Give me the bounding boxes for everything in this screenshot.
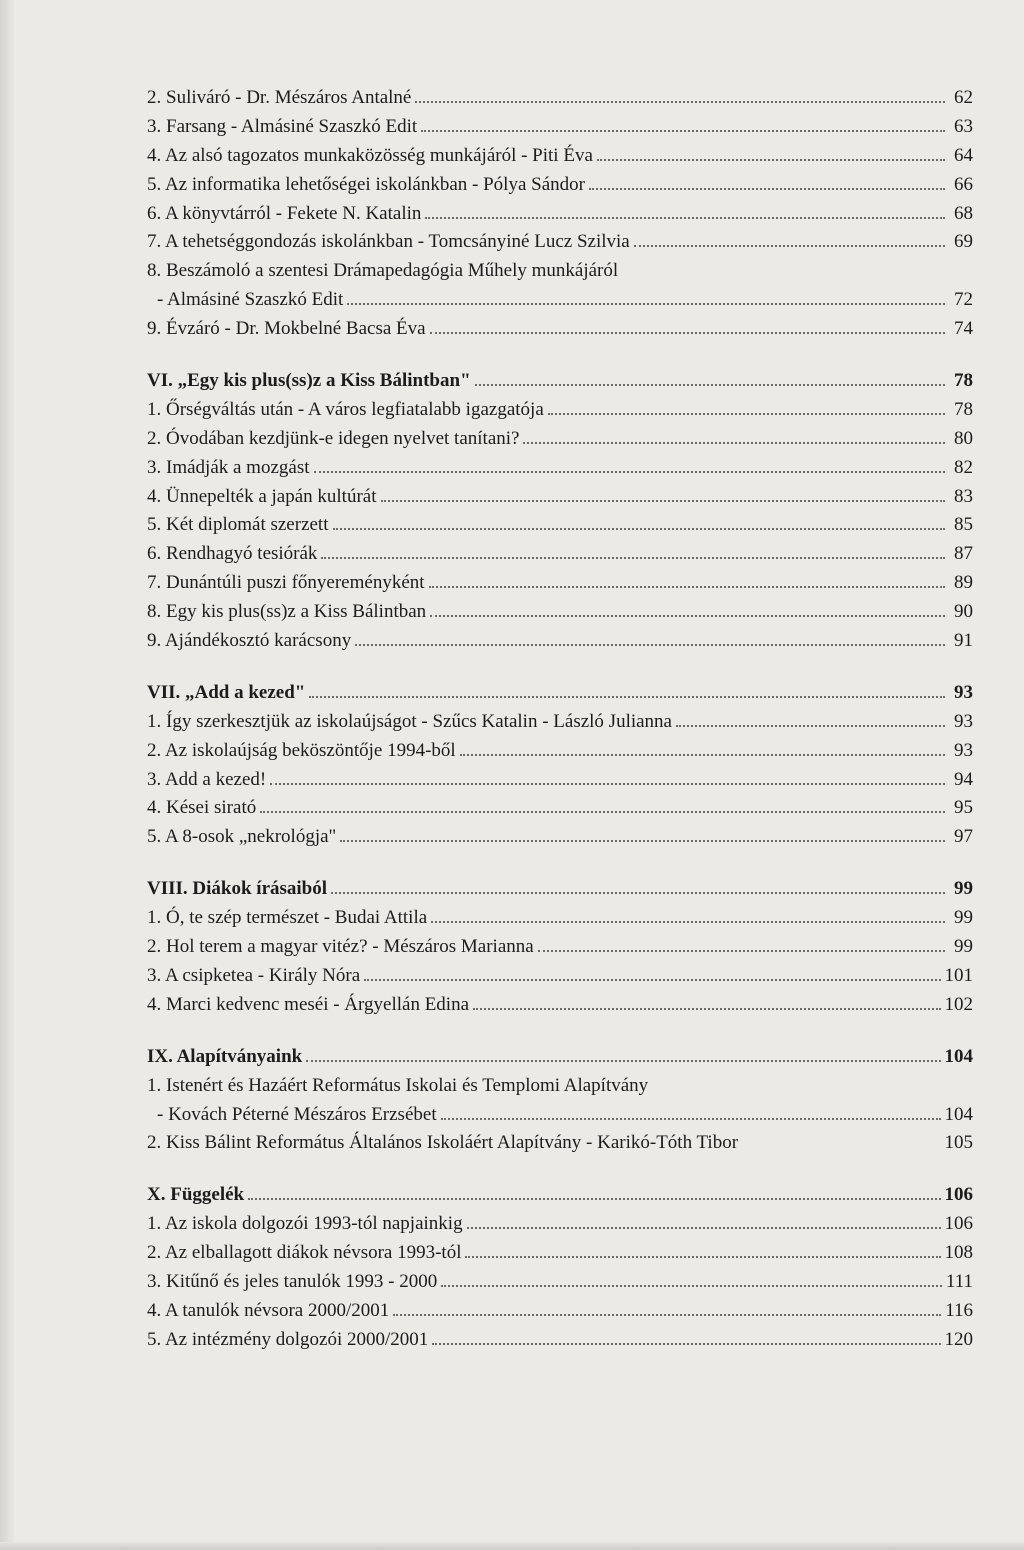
toc-entry-title: 7. Dunántúli puszi főnyereményként xyxy=(147,572,425,594)
toc-entry-title: 5. Az informatika lehetőségei iskolánkban - Pólya Sándor xyxy=(147,173,585,195)
toc-entry xyxy=(147,454,973,483)
toc-entry-page: 105 xyxy=(944,1132,973,1154)
dot-leader xyxy=(441,1280,942,1287)
dot-leader xyxy=(622,269,945,276)
toc-entry xyxy=(147,1326,973,1355)
toc-entry-title: 1. Az iskola dolgozói 1993-tól napjainkig xyxy=(147,1213,463,1235)
toc-entry xyxy=(147,766,973,795)
toc-entry-title: - Almásiné Szaszkó Edit xyxy=(157,289,344,311)
dot-leader xyxy=(742,1141,940,1148)
toc-entry-page: 94 xyxy=(954,768,973,790)
dot-leader xyxy=(321,552,945,559)
dot-leader xyxy=(421,125,945,132)
toc-entry-title: 6. Rendhagyó tesiórák xyxy=(147,543,318,565)
dot-leader xyxy=(248,1193,940,1200)
page-binding-edge xyxy=(0,0,14,1550)
toc-entry xyxy=(147,1297,973,1326)
dot-leader xyxy=(381,495,945,502)
toc-entry-title: 1. Istenért és Hazáért Református Iskolai és Templomi Alapítvány xyxy=(147,1074,649,1096)
toc-entry xyxy=(147,708,973,737)
toc-entry-title: 4. Kései sirató xyxy=(147,797,257,819)
toc-entry xyxy=(147,84,973,113)
toc-entry-title: 9. Ajándékosztó karácsony xyxy=(147,630,352,652)
toc-section-heading xyxy=(147,1043,973,1072)
toc-entry-page: 89 xyxy=(954,572,973,594)
toc-entry-page: 62 xyxy=(954,87,973,108)
toc-entry xyxy=(147,228,973,257)
toc-entry-page: 104 xyxy=(944,1045,973,1067)
toc-entry-page: 90 xyxy=(954,601,973,623)
toc-entry-title: 2. Az iskolaújság beköszöntője 1994-ből xyxy=(147,739,456,761)
toc-entry xyxy=(147,823,973,852)
toc-section-heading xyxy=(147,1181,973,1210)
toc-entry-title: 8. Beszámoló a szentesi Drámapedagógia Műhely munkájáról xyxy=(147,260,619,282)
toc-entry xyxy=(147,483,973,512)
toc-entry-page: 99 xyxy=(954,936,973,958)
toc-entry-page: 83 xyxy=(954,485,973,507)
dot-leader xyxy=(538,945,945,952)
toc-entry-continuation xyxy=(147,286,973,315)
dot-leader xyxy=(340,835,945,842)
toc-entry xyxy=(147,933,973,962)
toc-entry-page: 99 xyxy=(954,907,973,929)
dot-leader xyxy=(634,240,945,247)
toc-entry-page: 106 xyxy=(944,1213,973,1235)
toc-entry xyxy=(147,200,973,229)
toc-entry-title: 2. Óvodában kezdjünk-e idegen nyelvet tanítani? xyxy=(147,427,520,449)
toc-entry-page: 74 xyxy=(954,318,973,340)
page-bottom-edge xyxy=(0,1542,1024,1550)
dot-leader xyxy=(260,806,945,813)
dot-leader xyxy=(270,778,945,785)
toc-entry-title: 3. Kitűnő és jeles tanulók 1993 - 2000 xyxy=(147,1270,438,1292)
dot-leader xyxy=(432,1338,940,1345)
toc-entry-page: 66 xyxy=(954,173,973,195)
toc-entry-page: 64 xyxy=(954,144,973,166)
dot-leader xyxy=(467,1222,941,1229)
toc-entry-page: 99 xyxy=(954,878,973,900)
toc-entry-page: 93 xyxy=(954,739,973,761)
toc-entry-page: 120 xyxy=(944,1328,973,1350)
dot-leader xyxy=(523,437,945,444)
toc-entry xyxy=(147,396,973,425)
toc-entry-page: 102 xyxy=(944,993,973,1015)
dot-leader xyxy=(314,466,945,473)
dot-leader xyxy=(309,691,945,698)
toc-entry-title: 3. Add a kezed! xyxy=(147,768,267,790)
toc-entry xyxy=(147,1239,973,1268)
toc-entry xyxy=(147,425,973,454)
toc-entry-page: 104 xyxy=(944,1103,973,1125)
toc-entry-title: 2. Az elballagott diákok névsora 1993-tól xyxy=(147,1242,462,1264)
toc-entry-page: 95 xyxy=(954,797,973,819)
toc-entry-page: 93 xyxy=(954,681,973,703)
toc-entry-title: 1. Így szerkesztjük az iskolaújságot - Szűcs Katalin - László Julianna xyxy=(147,710,672,732)
dot-leader xyxy=(465,1251,940,1258)
dot-leader xyxy=(331,887,945,894)
toc-entry-page: 101 xyxy=(944,964,973,986)
toc-entry xyxy=(147,113,973,142)
toc-entry xyxy=(147,1268,973,1297)
toc-entry xyxy=(147,737,973,766)
toc-entry-page: 106 xyxy=(944,1184,973,1206)
toc-section-title: VI. „Egy kis plus(ss)z a Kiss Bálintban" xyxy=(147,370,471,392)
dot-leader xyxy=(676,720,945,727)
toc-entry xyxy=(147,142,973,171)
toc-entry-title: 5. Két diplomát szerzett xyxy=(147,514,329,536)
toc-entry xyxy=(147,1072,973,1101)
dot-leader xyxy=(425,212,945,219)
toc-entry-title: 8. Egy kis plus(ss)z a Kiss Bálintban xyxy=(147,601,427,623)
toc-entry xyxy=(147,171,973,200)
toc-entry-page: 108 xyxy=(944,1242,973,1264)
toc-entry-page: 68 xyxy=(954,202,973,224)
dot-leader xyxy=(306,1055,940,1062)
dot-leader xyxy=(430,610,945,617)
toc-entry-title: 3. Imádják a mozgást xyxy=(147,456,310,478)
toc-entry-page: 93 xyxy=(954,710,973,732)
toc-entry-page: 78 xyxy=(954,370,973,392)
dot-leader xyxy=(415,96,945,103)
dot-leader xyxy=(355,639,945,646)
toc-section-heading xyxy=(147,367,973,396)
toc-entry-title: 3. A csipketea - Király Nóra xyxy=(147,964,361,986)
toc-entry-title: - Kovách Péterné Mészáros Erzsébet xyxy=(157,1103,437,1125)
toc-entry-page: 69 xyxy=(954,231,973,253)
toc-entry-page: 85 xyxy=(954,514,973,536)
toc-entry xyxy=(147,627,973,656)
toc-entry xyxy=(147,511,973,540)
dot-leader xyxy=(460,749,945,756)
toc-entry xyxy=(147,315,973,344)
toc-entry-title: 4. A tanulók névsora 2000/2001 xyxy=(147,1299,390,1321)
dot-leader xyxy=(652,1084,945,1091)
toc-entry xyxy=(147,962,973,991)
dot-leader xyxy=(589,183,945,190)
toc-entry-title: 5. A 8-osok „nekrológja" xyxy=(147,826,337,848)
dot-leader xyxy=(441,1113,941,1120)
toc-entry-title: 4. Ünnepelték a japán kultúrát xyxy=(147,485,377,507)
toc-entry-title: 2. Suliváró - Dr. Mészáros Antalné xyxy=(147,87,412,108)
toc-entry xyxy=(147,904,973,933)
toc-entry-title: 9. Évzáró - Dr. Mokbelné Bacsa Éva xyxy=(147,318,426,340)
toc-entry-page: 82 xyxy=(954,456,973,478)
dot-leader xyxy=(548,408,945,415)
dot-leader xyxy=(347,298,945,305)
toc-entry xyxy=(147,257,973,286)
toc-entry-page: 111 xyxy=(945,1270,973,1292)
toc-entry xyxy=(147,991,973,1020)
toc-entry-page: 87 xyxy=(954,543,973,565)
toc-section-title: X. Függelék xyxy=(147,1184,245,1206)
dot-leader xyxy=(475,379,945,386)
dot-leader xyxy=(429,581,945,588)
toc-entry xyxy=(147,598,973,627)
toc-entry-title: 1. Ó, te szép természet - Budai Attila xyxy=(147,907,428,929)
toc-entry-page: 116 xyxy=(945,1299,973,1321)
toc-entry-page: 91 xyxy=(954,630,973,652)
toc-entry xyxy=(147,1210,973,1239)
toc-section-title: VIII. Diákok írásaiból xyxy=(147,878,328,900)
toc-entry-page: 80 xyxy=(954,427,973,449)
toc-entry-title: 3. Farsang - Almásiné Szaszkó Edit xyxy=(147,115,418,137)
toc-section-title: VII. „Add a kezed" xyxy=(147,681,306,703)
toc-entry-page: 97 xyxy=(954,826,973,848)
table-of-contents xyxy=(147,84,973,1355)
toc-entry-title: 4. Marci kedvenc meséi - Árgyellán Edina xyxy=(147,993,470,1015)
toc-entry-title: 2. Hol terem a magyar vitéz? - Mészáros Marianna xyxy=(147,936,534,958)
dot-leader xyxy=(431,916,945,923)
toc-entry-page: 78 xyxy=(954,398,973,420)
dot-leader xyxy=(597,154,945,161)
dot-leader xyxy=(430,327,945,334)
toc-entry-title: 5. Az intézmény dolgozói 2000/2001 xyxy=(147,1328,429,1350)
dot-leader xyxy=(333,523,946,530)
toc-entry xyxy=(147,1129,973,1158)
toc-entry-page: 72 xyxy=(954,289,973,311)
toc-entry xyxy=(147,794,973,823)
toc-entry-title: 4. Az alsó tagozatos munkaközösség munkájáról - Piti Éva xyxy=(147,144,593,166)
toc-entry-title: 2. Kiss Bálint Református Általános Iskoláért Alapítvány - Karikó-Tóth Tibor xyxy=(147,1132,739,1154)
toc-entry-title: 7. A tehetséggondozás iskolánkban - Tomcsányiné Lucz Szilvia xyxy=(147,231,630,253)
dot-leader xyxy=(364,974,940,981)
toc-entry xyxy=(147,569,973,598)
dot-leader xyxy=(473,1003,940,1010)
dot-leader xyxy=(393,1309,941,1316)
toc-entry-title: 1. Őrségváltás után - A város legfiatalabb igazgatója xyxy=(147,398,544,420)
toc-entry xyxy=(147,540,973,569)
toc-section-heading xyxy=(147,875,973,904)
toc-section-heading xyxy=(147,679,973,708)
toc-entry-continuation xyxy=(147,1101,973,1130)
toc-entry-title: 6. A könyvtárról - Fekete N. Katalin xyxy=(147,202,422,224)
toc-entry-page: 63 xyxy=(954,115,973,137)
toc-section-title: IX. Alapítványaink xyxy=(147,1045,303,1067)
